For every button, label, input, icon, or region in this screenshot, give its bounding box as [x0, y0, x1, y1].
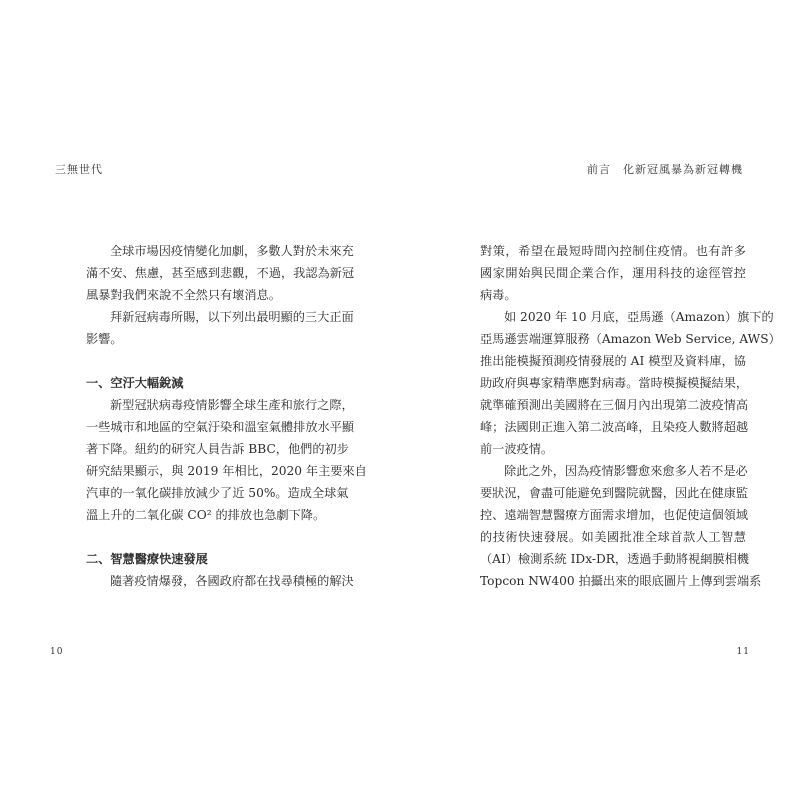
paragraph-line: 推出能模擬預測疫情發展的 AI 模型及資料庫，協 — [480, 354, 746, 368]
left-running-head: 三無世代 — [55, 163, 103, 176]
paragraph-line: 除此之外，因為疫情影響愈來愈多人若不是必 — [504, 464, 748, 478]
right-page-number: 11 — [736, 647, 750, 657]
paragraph-line: 控、遠端智慧醫療方面需求增加，也促使這個領域 — [480, 508, 749, 522]
paragraph-line: 溫上升的二氧化碳 CO² 的排放也急劇下降。 — [86, 508, 326, 522]
paragraph-line: 對策，希望在最短時間內控制住疫情。也有許多 — [480, 244, 746, 258]
paragraph-line: 新型冠狀病毒疫情影響全球生產和旅行之際， — [110, 398, 354, 412]
paragraph-line: 滿不安、焦慮，甚至感到悲觀，不過，我認為新冠 — [86, 266, 355, 280]
paragraph-line: 前一波疫情。 — [480, 442, 554, 456]
paragraph-line: 要狀況，會盡可能避免到醫院就醫，因此在健康監 — [480, 486, 749, 500]
paragraph-line: 就準確預測出美國將在三個月內出現第二波疫情高 — [480, 398, 749, 412]
paragraph-line: （AI）檢測系統 IDx-DR，透過手動將視網膜相機 — [480, 552, 749, 566]
paragraph-line: 風暴對我們來說不全然只有壞消息。 — [86, 288, 281, 302]
paragraph-line: 國家開始與民間企業合作，運用科技的途徑管控 — [480, 266, 746, 280]
left-page-number: 10 — [50, 647, 64, 657]
section-heading-air-pollution: 一、空汙大幅銳減 — [86, 376, 184, 390]
right-running-head: 前言 化新冠風暴為新冠轉機 — [587, 163, 743, 176]
paragraph-line: 汽車的一氧化碳排放減少了近 50%。造成全球氣 — [86, 486, 349, 500]
paragraph-line: 助政府與專家精準應對病毒。當時模擬模擬結果， — [480, 376, 749, 390]
paragraph-line: 研究結果顯示，與 2019 年相比，2020 年主要來自 — [86, 464, 367, 478]
paragraph-line: 拜新冠病毒所賜，以下列出最明顯的三大正面 — [110, 310, 354, 324]
paragraph-line: 峰；法國則正進入第二波高峰，且染疫人數將超越 — [480, 420, 749, 434]
section-spacer — [86, 526, 329, 548]
section-heading-smart-healthcare: 二、智慧醫療快速發展 — [86, 552, 208, 566]
paragraph-line: 著下降。紐約的研究人員告訴 BBC，他們的初步 — [86, 442, 349, 456]
paragraph-line: 亞馬遜雲端運算服務（Amazon Web Service, AWS） — [480, 332, 781, 346]
paragraph-line: 的技術快速發展。如美國批准全球首款人工智慧 — [480, 530, 746, 544]
right-body-text — [480, 240, 781, 592]
paragraph-line: 影響。 — [86, 332, 123, 346]
paragraph-line: 一些城市和地區的空氣汙染和溫室氣體排放水平顯 — [86, 420, 355, 434]
paragraph-line: 如 2020 年 10 月底，亞馬遜（Amazon）旗下的 — [504, 310, 774, 324]
paragraph-line: 全球市場因疫情變化加劇，多數人對於未來充 — [110, 244, 354, 258]
paragraph-line: 病毒。 — [480, 288, 517, 302]
left-body-text — [86, 240, 367, 592]
paragraph-line: Topcon NW400 拍攝出來的眼底圖片上傳到雲端系 — [480, 574, 762, 588]
paragraph-line: 隨著疫情爆發，各國政府都在找尋積極的解決 — [110, 574, 354, 588]
section-spacer — [86, 350, 329, 372]
